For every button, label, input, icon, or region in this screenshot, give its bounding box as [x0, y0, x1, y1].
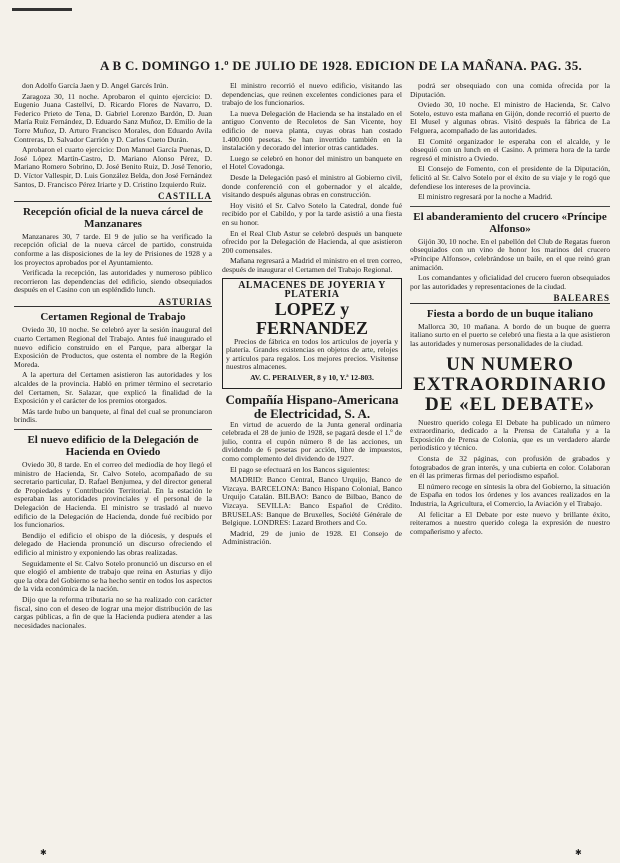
article-text: Más tarde hubo un banquete, al final del cual se pronunciaron brindis.: [14, 406, 212, 425]
article-text: El número recoge en síntesis la obra del Gobierno, la situación de España en todos los órdenes y los avances realizados en la Industria, la Agricultura, el Comercio, la Aviación y el Trabajo.: [410, 481, 610, 508]
footer-mark: ✱: [575, 848, 582, 857]
article-text: Verificada la recepción, las autoridades y numeroso público recorrieron las dependencias del edificio, siendo obsequiados después en el Casino con un espléndido lunch.: [14, 268, 212, 295]
top-rule: [12, 8, 72, 11]
article-text: Seguidamente el Sr. Calvo Sotelo pronunció un discurso en el que elogió el ambiente de trabajo que reina en Asturias y dijo que la obra del Gobierno se ha hecho sentir en todos los aspectos de la vida económica de la nación.: [14, 558, 212, 594]
article-text: Desde la Delegación pasó el ministro al Gobierno civil, donde conferenció con el gobernador y el alcalde, visitando después algunas obras en construcción.: [222, 172, 402, 200]
section-label: BALEARES: [410, 294, 610, 304]
jewelry-advertisement: [222, 278, 402, 388]
divider: [14, 429, 212, 430]
section-label: ASTURIAS: [14, 298, 212, 308]
article-text: Luego se celebró en honor del ministro un banquete en el Hotel Covadonga.: [222, 153, 402, 172]
ad-text: Precios de fábrica en todos los artículos de joyería y platería. Grandes existencias en objetos de arte, relojes y artículos para regalos. Los mejores precios. Visítense nuestros almacenes.: [226, 336, 398, 372]
article-text: Oviedo 30, 8 tarde. En el correo del mediodía de hoy llegó el ministro de Hacienda, Sr. Calvo Sotelo, acompañado de su secretario particular, D. Rafael Benjumea, y del director general de Propiedades y Contribución Territorial. En la estación le esperaban las autoridades provinciales y el personal de la Delegación de Hacienda. El ministro se trasladó al nuevo edificio de la Delegación de Hacienda, donde fué recibido por los funcionarios.: [14, 460, 212, 530]
headline: Certamen Regional de Trabajo: [40, 311, 186, 324]
page-header: A B C. DOMINGO 1.º DE JULIO DE 1928. EDICION DE LA MAÑANA. PAG. 35.: [100, 58, 583, 73]
article-text: Oviedo 30, 10 noche. Se celebró ayer la sesión inaugural del cuarto Certamen Regional del Trabajo. Antes fué inaugurado el nuevo edificio construido en el Parque, para albergar la Exposición de Productos, que ostenta el nombre de la Región Moreda.: [14, 325, 212, 369]
headline: Recepción oficial de la nueva cárcel de Manzanares: [22, 205, 204, 230]
article-text: Nuestro querido colega El Debate ha publicado un número extraordinario, dedicado a la Prensa de Cataluña y a la Exposición de Prensa de Colonia, que es un verdadero alarde periodístico y técnico.: [410, 417, 610, 453]
divider: [410, 206, 610, 207]
ad-brand: LOPEZ y FERNANDEZ: [255, 298, 368, 338]
article-text: Manzanares 30, 7 tarde. El 9 de julio se ha verificado la recepción oficial de la nueva cárcel de partido, construida conforme a las disposiciones de la ley de Prisiones de 1928 y a los proyectos aprobados por el Ayuntamiento.: [14, 231, 212, 267]
headline: El nuevo edificio de la Delegación de Hacienda en Oviedo: [27, 434, 199, 458]
notice-text: MADRID: Banco Central, Banco Urquijo, Banco de Vizcaya. BARCELONA: Banco Hispano Colonial, Banco Urquijo Catalán. BILBAO: Banco de Bilbao, Banco de Vizcaya. SEVILLA: Banco Español de Crédito. BRUSELAS: Banque de Bruxelles, Société Générale de Belgique. LONDRES: Lazard Brothers and Co.: [222, 475, 402, 528]
article-text: Consta de 32 páginas, con profusión de grabados y fotograbados de gran interés, y una cubierta en color. Colaboran en él las primeras firmas del periodismo español.: [410, 454, 610, 481]
article-text: Hoy visitó el Sr. Calvo Sotelo la Catedral, donde fué recibido por el Cabildo, y por la tarde asistió a una fiesta en su honor.: [222, 200, 402, 227]
article-text: Mallorca 30, 10 mañana. A bordo de un buque de guerra italiano surto en el puerto se celebró una fiesta a la que asistieron las autoridades y numerosas personalidades de la ciudad.: [410, 321, 610, 349]
footer-mark: ✱: [40, 848, 47, 857]
article-text: don Adolfo García Jaen y D. Angel Garcés Irún.: [22, 82, 169, 90]
notice-text: El pago se efectuará en los Bancos siguientes:: [230, 464, 370, 474]
column-2: [222, 82, 402, 842]
column-1: [14, 82, 212, 842]
article-text: En el Real Club Astur se celebró después un banquete ofrecido por la Delegación de Hacienda, al que asistieron 200 comensales.: [222, 228, 402, 255]
article-text: Oviedo 30, 10 noche. El ministro de Hacienda, Sr. Calvo Sotelo, estuvo esta mañana en Gijón, donde recorrió el puerto de El Musel y algunas obras. Visitó después la fábrica de La Felguera, acompañado de las autoridades.: [410, 100, 610, 135]
article-text: podrá ser obsequiado con una comida ofrecida por la Diputación.: [410, 82, 610, 99]
article-text: Zaragoza 30, 11 noche. Aprobaron el quinto ejercicio: D. Eugenio Juana Castellví, D. Ricardo Flores de Navarro, D. Federico Prieto de Tena, D. Gabriel Lorenzo Bardón, D. Juan María Ruiz Fernández, D. Eduardo Sanz Muñoz, D. Emilio de la Torre Muñoz, D. Arturo Francisco Morales, don Eduardo Avila Contreras, D. Salvador Carrión y D. Carlos Cueto Durán.: [14, 91, 212, 144]
ad-title: ALMACENES DE JOYERIA Y PLATERIA: [238, 280, 386, 301]
article-text: Mañana regresará a Madrid el ministro en el tren correo, después de inaugurar el Certamen del Trabajo Regional.: [222, 256, 402, 274]
notice-signature: Madrid, 29 de junio de 1928. El Consejo de Administración.: [222, 528, 402, 547]
article-text: El ministro regresará por la noche a Madrid.: [418, 192, 553, 202]
article-text: Gijón 30, 10 noche. En el pabellón del Club de Regatas fueron obsequiados con un vino de honor los marinos del crucero «Príncipe Alfonso», celebrándose un baile, en el que reinó gran animación.: [410, 236, 610, 272]
section-label: CASTILLA: [14, 192, 212, 202]
headline: El abanderamiento del crucero «Príncipe Alfonso»: [413, 210, 607, 235]
big-headline: UN NUMERO EXTRAORDINARIO DE «EL DEBATE»: [413, 353, 607, 415]
article-text: El ministro recorrió el nuevo edificio, visitando las dependencias, que reúnen excelentes condiciones para el trabajo de los funcionarios.: [222, 82, 402, 108]
article-text: Bendijo el edificio el obispo de la diócesis, y después el delegado de Hacienda pronunció un discurso ofreciendo el edificio al ministro y exponiendo las obras realizadas.: [14, 530, 212, 557]
article-text: Los comandantes y oficialidad del crucero fueron obsequiados por las autoridades y representaciones de la ciudad.: [410, 273, 610, 291]
article-text: Dijo que la reforma tributaria no se ha realizado con carácter fiscal, sino con el deseo de lograr una mejor distribución de las cargas públicas, a fin de que la Hacienda pudiera atender a las necesidades nacionales.: [14, 594, 212, 630]
article-text: El Comité organizador le esperaba con el alcalde, y le obsequió con un lunch en el Casino. A primera hora de la tarde regresó el ministro a Oviedo.: [410, 136, 610, 163]
article-text: Al felicitar a El Debate por este nuevo y brillante éxito, reiteramos a nuestro querido colega la expresión de nuestro compañerismo y afecto.: [410, 509, 610, 536]
company-notice-title: Compañía Hispano-Americana de Electricidad, S. A.: [225, 391, 399, 421]
column-3: [410, 82, 610, 842]
notice-text: En virtud de acuerdo de la Junta general ordinaria celebrada el 28 de junio de 1928, se pagará desde el 1.º de julio, contra el cupón número 8 de las acciones, un dividendo de 6 pesetas por acción, libre de impuestos, como complemento del dividendo de 1927.: [222, 419, 402, 463]
article-text: A la apertura del Certamen asistieron las autoridades y los alcaldes de la provincia. Habló en primer término el secretario del Certamen, Sr. Salazar, que explicó la finalidad de la Exposición y el carácter de los premios otorgados.: [14, 370, 212, 406]
article-text: El Consejo de Fomento, con el presidente de la Diputación, felicitó al Sr. Calvo Sotelo por el éxito de su viaje y le rogó que defendiese los intereses de la provincia.: [410, 164, 610, 191]
headline: Fiesta a bordo de un buque italiano: [426, 307, 594, 320]
ad-address: AV. C. PERALVER, 8 y 10, Y.ª 12-803.: [250, 373, 374, 383]
article-text: Aprobaron el cuarto ejercicio: Don Manuel García Puenas, D. José López Martín-Castro, D. Mariano Alonso Pérez, D. Mariano Romero Sobrino, D. José Benito Ruiz, D. José Tenorio, D. Víctor Vallespir, D. Luis González Belda, don José Fernández Santos, D. Francisco Pérez Iriarte y D. Cristino Izquierdo Ruiz.: [14, 145, 212, 189]
article-text: La nueva Delegación de Hacienda se ha instalado en el antiguo Convento de Recoletos de San Vicente, hoy edificio de nueva planta, cuyas obras han costado 1.400.000 pesetas. Se han invertido también en la instalación y decorado del interior otras cantidades.: [222, 108, 402, 153]
